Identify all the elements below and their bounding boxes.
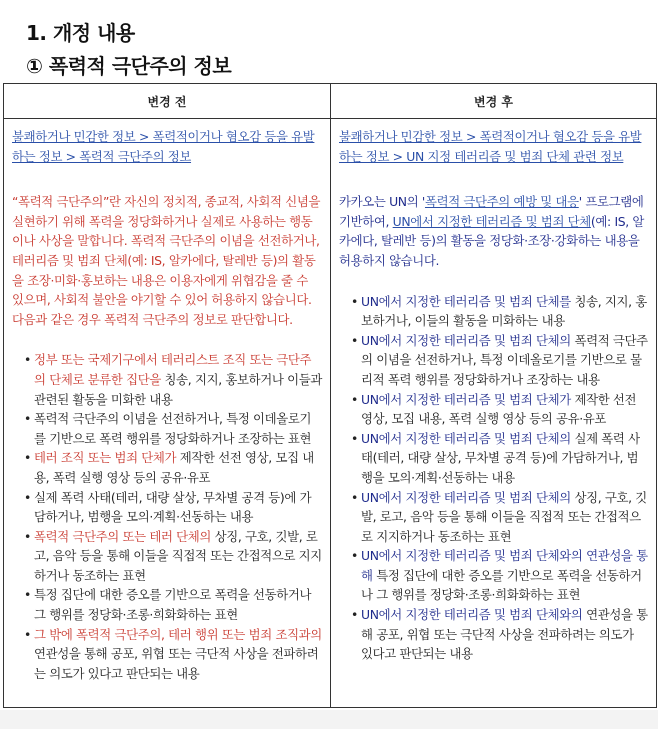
body-text: 실제 폭력 사태(테러, 대량 살상, 무차별 공격 등)에 가담하거나, 범행을 모의·계획·선동하는 내용 — [34, 489, 312, 525]
header-before: 변경 전 — [4, 84, 331, 119]
highlight-text: 테러 조직 또는 범죄 단체가 — [34, 450, 177, 466]
list-item — [24, 625, 322, 684]
list-item — [24, 527, 322, 586]
list-item — [351, 331, 648, 390]
highlight-text: UN에서 지정한 테러리즘 및 범죄 단체의 — [361, 430, 571, 446]
highlight-text: UN에서 지정한 테러리즘 및 범죄 단체의 — [361, 489, 571, 505]
highlight-text: UN에서 지정한 테러리즘 및 범죄 단체가 — [361, 391, 571, 407]
comparison-table — [3, 83, 657, 708]
before-cell — [4, 119, 331, 708]
bullet-icon: • — [351, 489, 358, 505]
list-item — [351, 546, 648, 605]
body-text: 칭송, 지지, 홍보하거나 이들과 관련된 활동을 미화한 내용 — [34, 371, 322, 407]
after-cell — [331, 119, 657, 708]
bullet-icon: • — [351, 391, 358, 407]
body-text: 칭송, 지지, 홍보하거나, 이들의 활동을 미화하는 내용 — [361, 293, 647, 329]
highlight-text: 폭력적 극단주의 또는 테러 단체의 — [34, 528, 212, 544]
section-heading: 1. 개정 내용 — [26, 21, 135, 45]
header-after: 변경 후 — [331, 84, 657, 119]
bullet-icon: • — [351, 548, 358, 564]
definition-text: (예: IS, 알카에다, 탈레반 등)의 활동을 정당화·조장·강화하는 내용을 허용하지 않습니다. — [339, 213, 645, 268]
before-bullet-list — [12, 350, 322, 683]
highlight-text: 그 밖에 폭력적 극단주의, 테러 행위 또는 범죄 조직과의 — [34, 626, 322, 642]
bullet-icon: • — [24, 489, 31, 505]
program-link[interactable]: 폭력적 극단주의 예방 및 대응 — [424, 194, 579, 210]
bullet-icon: • — [351, 430, 358, 446]
bullet-icon: • — [24, 450, 31, 466]
definition-text: 카카오는 UN의 ' — [339, 194, 425, 210]
body-text: 제작한 선전 영상, 모집 내용, 폭력 실행 영상 등의 공유·유포 — [34, 450, 314, 485]
highlight-text: UN에서 지정한 테러리즘 및 범죄 단체를 — [361, 293, 571, 309]
un-designated-groups-link[interactable]: UN에서 지정한 테러리즘 및 범죄 단체 — [392, 213, 591, 229]
list-item — [351, 292, 648, 331]
bullet-icon: • — [24, 626, 31, 642]
body-text: 특정 집단에 대한 증오를 기반으로 폭력을 선동하거나 그 행위를 정당화·조롱·희화화하는 표현 — [361, 567, 642, 603]
highlight-text: 정부 또는 국제기구에서 테러리스트 조직 또는 극단주의 단체로 분류한 집단을 — [34, 352, 312, 387]
body-text: 폭력적 극단주의 이념을 선전하거나, 특정 이데올로기를 기반으로 물리적 폭력 행위를 정당화하거나 조장하는 내용 — [361, 332, 648, 387]
bullet-icon: • — [24, 587, 31, 603]
body-text: 실제 폭력 사태(테러, 대량 살상, 무차별 공격 등)에 가담하거나, 범행을 모의·계획·선동하는 내용 — [361, 430, 640, 485]
table-header-row — [4, 84, 657, 119]
after-definition — [339, 192, 648, 270]
list-item — [351, 488, 648, 547]
subsection-heading: ① 폭력적 극단주의 정보 — [26, 54, 232, 78]
body-text: 연관성을 통해 공포, 위협 또는 극단적 사상을 전파하려는 의도가 있다고 판단되는 내용 — [34, 646, 319, 681]
before-definition: “폭력적 극단주의”란 자신의 정치적, 종교적, 사회적 신념을 실현하기 위해 폭력을 정당화하거나 실제로 사용하는 행동이나 사상을 말합니다. 폭력적 극단주의 이념을 선전하거나, 테러리즘 및 범죄 단체(예: IS, 알카에다, 탈레반 등)의 활동을 조장·미화·홍보하는 내용은 이용자에게 위협감을 줄 수 있으며, 사회적 불안을 야기할 수 있어 허용하지 않습니다. 다음과 같은 경우 폭력적 극단주의 정보로 판단합니다. — [12, 194, 321, 327]
bullet-icon: • — [351, 293, 358, 309]
body-text: 폭력적 극단주의 이념을 선전하거나, 특정 이데올로기를 기반으로 폭력 행위를 정당화하거나 조장하는 표현 — [34, 411, 312, 446]
list-item — [24, 409, 322, 448]
bullet-icon: • — [24, 352, 31, 368]
list-item — [24, 350, 322, 409]
highlight-text: UN에서 지정한 테러리즘 및 범죄 단체의 — [361, 332, 571, 348]
list-item — [351, 390, 648, 429]
bullet-icon: • — [351, 332, 358, 348]
body-text: 제작한 선전 영상, 모집 내용, 폭력 실행 영상 등의 공유·유포 — [361, 391, 637, 427]
bullet-icon: • — [24, 528, 31, 544]
highlight-text: UN에서 지정한 테러리즘 및 범죄 단체와의 연관성을 통해 — [361, 548, 648, 583]
body-text: 상징, 구호, 깃발, 로고, 음악 등을 통해 이들을 직접적 또는 간접적으로 지지하거나 동조하는 표현 — [34, 528, 322, 583]
body-text: 특정 집단에 대한 증오를 기반으로 폭력을 선동하거나 그 행위를 정당화·조롱·희화화하는 표현 — [34, 587, 312, 623]
bullet-icon: • — [24, 411, 31, 427]
list-item — [24, 448, 322, 487]
list-item — [351, 429, 648, 488]
highlight-text: UN에서 지정한 테러리즘 및 범죄 단체와의 — [361, 607, 583, 623]
after-bullet-list — [339, 292, 648, 664]
bullet-icon: • — [351, 607, 358, 623]
table-body-row — [4, 119, 657, 708]
before-category-path-link[interactable]: 불쾌하거나 민감한 정보 > 폭력적이거나 혐오감 등을 유발하는 정보 > 폭력적 극단주의 정보 — [12, 129, 315, 164]
definition-text: ' 프로그램에 기반하여, — [339, 194, 644, 229]
body-text: 연관성을 통해 공포, 위협 또는 극단적 사상을 전파하려는 의도가 있다고 판단되는 내용 — [361, 607, 648, 662]
body-text: 상징, 구호, 깃발, 로고, 음악 등을 통해 이들을 직접적 또는 간접적으로 지지하거나 동조하는 표현 — [361, 489, 647, 544]
after-category-path-link[interactable]: 불쾌하거나 민감한 정보 > 폭력적이거나 혐오감 등을 유발하는 정보 > UN 지정 테러리즘 및 범죄 단체 관련 정보 — [339, 129, 642, 164]
list-item — [351, 605, 648, 664]
list-item — [24, 488, 322, 527]
list-item — [24, 585, 322, 624]
